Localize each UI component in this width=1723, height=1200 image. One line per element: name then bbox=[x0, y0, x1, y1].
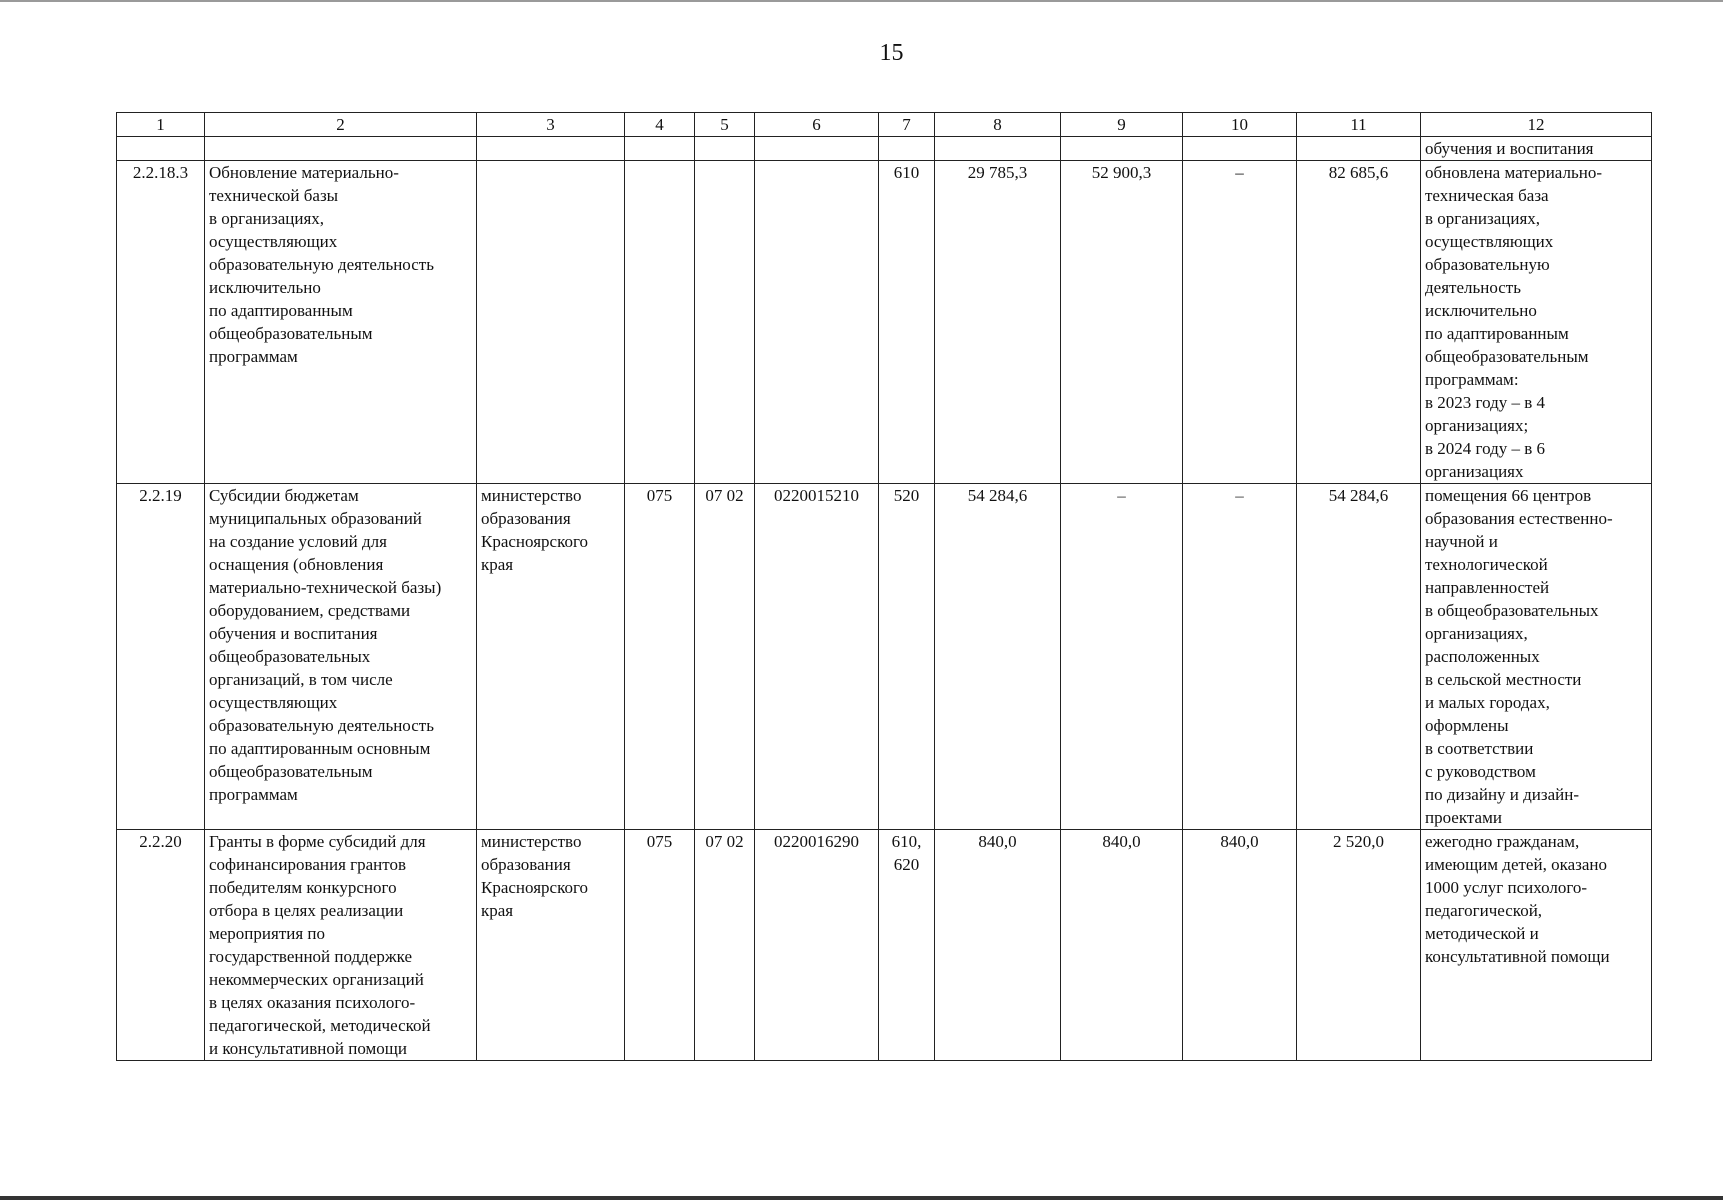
column-header: 10 bbox=[1183, 113, 1297, 137]
item-description: Субсидии бюджетам муниципальных образований на создание условий для оснащения (обновления материально-технической базы) оборудованием, средствами обучения и воспитания общеобразовательных организаций, в том числе осуществляющих образовательную деятельность по адаптированным основным общеобразовательным программам bbox=[205, 484, 477, 830]
table-cell bbox=[1061, 137, 1183, 161]
column-header: 2 bbox=[205, 113, 477, 137]
column-header: 9 bbox=[1061, 113, 1183, 137]
code-cell: 07 02 bbox=[695, 830, 755, 1061]
total-cell: 54 284,6 bbox=[1297, 484, 1421, 830]
result-cell: помещения 66 центров образования естественно- научной и технологической направленностей в общеобразовательных организациях, расположенных в сельской местности и малых городах, оформлены в соответствии с руководством по дизайну и дизайн- проектами bbox=[1421, 484, 1652, 830]
column-header: 11 bbox=[1297, 113, 1421, 137]
amount-cell: 840,0 bbox=[1183, 830, 1297, 1061]
code-cell bbox=[695, 161, 755, 484]
item-number: 2.2.20 bbox=[117, 830, 205, 1061]
page-number: 15 bbox=[879, 40, 904, 66]
column-number-row bbox=[117, 113, 1652, 137]
code-cell bbox=[625, 161, 695, 484]
total-cell: 2 520,0 bbox=[1297, 830, 1421, 1061]
result-cell: ежегодно гражданам, имеющим детей, оказано 1000 услуг психолого- педагогической, методической и консультативной помощи bbox=[1421, 830, 1652, 1061]
table-cell bbox=[625, 137, 695, 161]
table-cell bbox=[1297, 137, 1421, 161]
scan-bottom-edge bbox=[0, 1196, 1723, 1200]
table-cell bbox=[935, 137, 1061, 161]
item-number: 2.2.19 bbox=[117, 484, 205, 830]
table-row bbox=[117, 161, 1652, 484]
total-cell: 82 685,6 bbox=[1297, 161, 1421, 484]
column-header: 7 bbox=[879, 113, 935, 137]
table-row bbox=[117, 484, 1652, 830]
table-cell bbox=[477, 137, 625, 161]
amount-cell: – bbox=[1061, 484, 1183, 830]
result-cell: обновлена материально- техническая база в организациях, осуществляющих образовательную деятельность исключительно по адаптированным общеобразовательным программам: в 2023 году – в 4 организациях; в 2024 году – в 6 организациях bbox=[1421, 161, 1652, 484]
table-cell bbox=[205, 137, 477, 161]
item-number: 2.2.18.3 bbox=[117, 161, 205, 484]
code-cell: 610, 620 bbox=[879, 830, 935, 1061]
table-row bbox=[117, 830, 1652, 1061]
column-header: 4 bbox=[625, 113, 695, 137]
code-cell: 07 02 bbox=[695, 484, 755, 830]
item-description: Гранты в форме субсидий для софинансирования грантов победителям конкурсного отбора в целях реализации мероприятия по государственной поддержке некоммерческих организаций в целях оказания психолого- педагогической, методической и консультативной помощи bbox=[205, 830, 477, 1061]
result-cell: обучения и воспитания bbox=[1421, 137, 1652, 161]
amount-cell: – bbox=[1183, 161, 1297, 484]
item-description: Обновление материально- технической базы в организациях, осуществляющих образовательную деятельность исключительно по адаптированным общеобразовательным программам bbox=[205, 161, 477, 484]
column-header: 6 bbox=[755, 113, 879, 137]
table-cell bbox=[755, 137, 879, 161]
code-cell: 075 bbox=[625, 484, 695, 830]
table-cell bbox=[879, 137, 935, 161]
code-cell: 0220016290 bbox=[755, 830, 879, 1061]
code-cell: 610 bbox=[879, 161, 935, 484]
amount-cell: 840,0 bbox=[935, 830, 1061, 1061]
code-cell bbox=[755, 161, 879, 484]
amount-cell: 29 785,3 bbox=[935, 161, 1061, 484]
column-header: 3 bbox=[477, 113, 625, 137]
code-cell: 520 bbox=[879, 484, 935, 830]
amount-cell: – bbox=[1183, 484, 1297, 830]
continuation-row bbox=[117, 137, 1652, 161]
responsible-body: министерство образования Красноярского края bbox=[477, 484, 625, 830]
scan-top-edge bbox=[0, 0, 1723, 2]
responsible-body: министерство образования Красноярского края bbox=[477, 830, 625, 1061]
table-cell bbox=[117, 137, 205, 161]
column-header: 1 bbox=[117, 113, 205, 137]
code-cell: 0220015210 bbox=[755, 484, 879, 830]
column-header: 5 bbox=[695, 113, 755, 137]
column-header: 12 bbox=[1421, 113, 1652, 137]
amount-cell: 54 284,6 bbox=[935, 484, 1061, 830]
table-cell bbox=[695, 137, 755, 161]
budget-table bbox=[116, 112, 1652, 1061]
responsible-body bbox=[477, 161, 625, 484]
column-header: 8 bbox=[935, 113, 1061, 137]
table-cell bbox=[1183, 137, 1297, 161]
code-cell: 075 bbox=[625, 830, 695, 1061]
amount-cell: 840,0 bbox=[1061, 830, 1183, 1061]
amount-cell: 52 900,3 bbox=[1061, 161, 1183, 484]
